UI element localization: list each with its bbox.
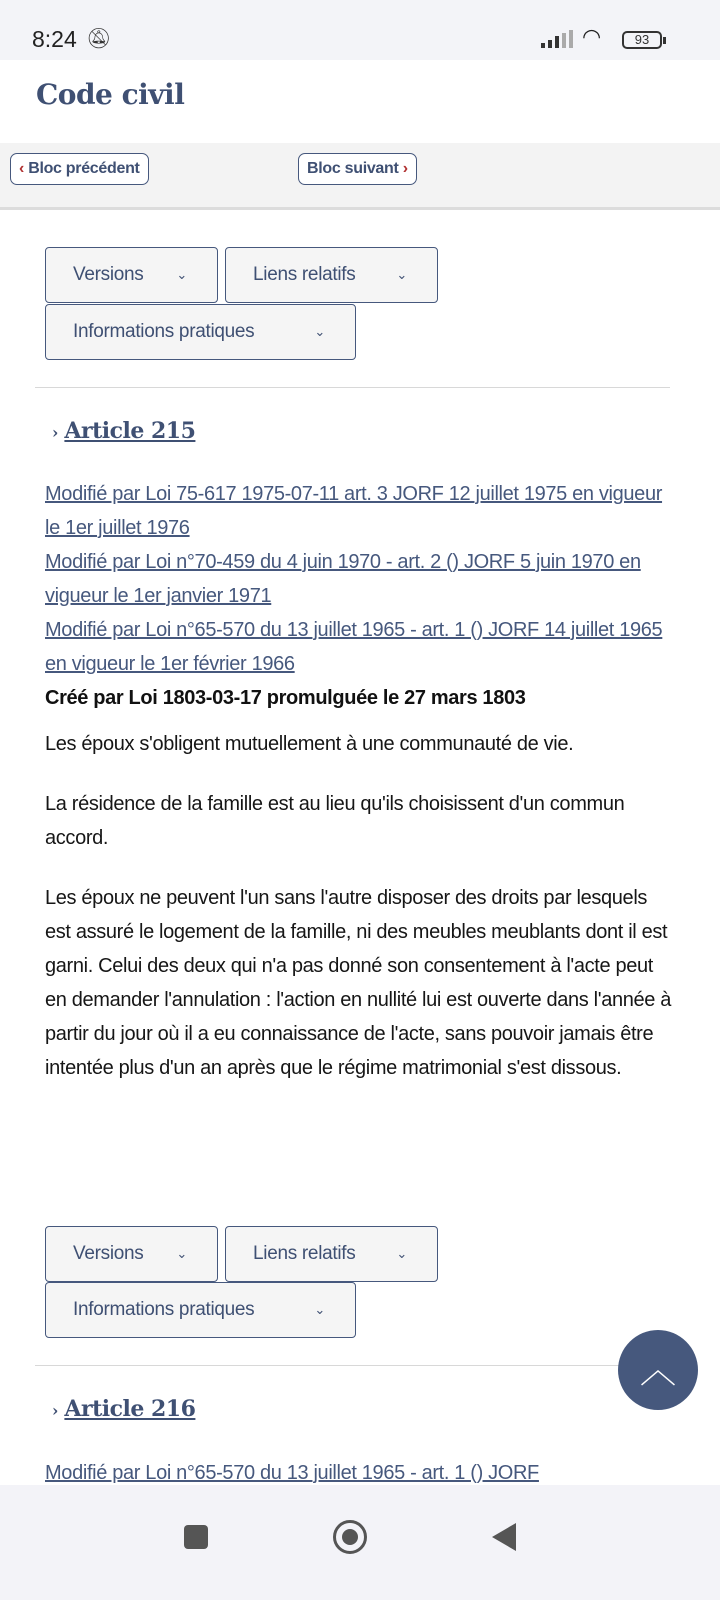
practical-info-label: Informations pratiques xyxy=(73,321,255,342)
page-title: Code civil xyxy=(36,78,185,111)
chevron-down-icon: ⌄ xyxy=(314,324,325,339)
next-block-button[interactable] xyxy=(298,153,417,185)
article-215-body xyxy=(45,477,675,1111)
back-icon[interactable] xyxy=(492,1523,516,1551)
practical-info-dropdown[interactable] xyxy=(45,1282,356,1338)
previous-block-label: Bloc précédent xyxy=(28,160,140,177)
system-nav-bar xyxy=(0,1485,720,1600)
modification-link[interactable]: Modifié par Loi 75-617 1975-07-11 art. 3 JORF 12 juillet 1975 en vigueur le 1er juillet 1976 xyxy=(45,483,663,539)
home-icon[interactable] xyxy=(333,1520,367,1554)
battery-icon: 93 xyxy=(622,31,662,49)
divider xyxy=(35,387,670,388)
related-links-dropdown[interactable] xyxy=(225,1226,438,1282)
versions-dropdown[interactable] xyxy=(45,1226,218,1282)
modification-link[interactable]: Modifié par Loi n°70-459 du 4 juin 1970 - art. 2 () JORF 5 juin 1970 en vigueur le 1er janvier 1971 xyxy=(45,551,641,607)
chevron-right-icon: › xyxy=(402,160,408,177)
related-links-label: Liens relatifs xyxy=(253,1243,356,1264)
chevron-down-icon: ⌄ xyxy=(176,1246,187,1261)
divider xyxy=(35,1365,670,1366)
versions-label: Versions xyxy=(73,264,144,285)
clock: 8:24 xyxy=(32,26,77,52)
chevron-up-icon: ︿ xyxy=(639,1349,676,1390)
related-links-dropdown[interactable] xyxy=(225,247,438,303)
app-header xyxy=(0,60,720,143)
chevron-down-icon: ⌄ xyxy=(396,1246,407,1261)
related-links-label: Liens relatifs xyxy=(253,264,356,285)
modification-link[interactable]: Modifié par Loi n°65-570 du 13 juillet 1965 - art. 1 () JORF 14 juillet 1965 en vigueur le 1er février 1966 xyxy=(45,619,663,675)
practical-info-dropdown[interactable] xyxy=(45,304,356,360)
bell-muted-icon: 🔕︎ xyxy=(86,28,112,50)
modification-link[interactable]: Modifié par Loi n°65-570 du 13 juillet 1965 - art. 1 () JORF xyxy=(45,1462,539,1484)
recents-icon[interactable] xyxy=(184,1525,208,1549)
practical-info-label: Informations pratiques xyxy=(73,1299,255,1320)
creation-note: Créé par Loi 1803-03-17 promulguée le 27 mars 1803 xyxy=(45,687,526,709)
article-paragraph: Les époux ne peuvent l'un sans l'autre disposer des droits par lesquels est assuré le logement de la famille, ni des meubles meublants dont il est garni. Celui des deux qui n'a pas donné son consentement à l'acte peut en demander l'annulation : l'action en nullité lui est ouverte dans l'année à partir du jour où il a eu connaissance de l'acte, sans pouvoir jamais être intentée plus d'un an après que le régime matrimonial s'est dissous. xyxy=(45,887,672,1079)
block-navigation xyxy=(0,143,720,210)
chevron-left-icon: ‹ xyxy=(19,160,25,177)
article-215-link[interactable]: Article 215 xyxy=(64,418,196,444)
chevron-down-icon: ⌄ xyxy=(396,267,407,282)
article-216-link[interactable]: Article 216 xyxy=(64,1396,196,1422)
signal-icon xyxy=(541,30,573,48)
chevron-right-icon: › xyxy=(52,423,59,442)
chevron-right-icon: › xyxy=(52,1401,59,1420)
chevron-down-icon: ⌄ xyxy=(314,1302,325,1317)
status-bar xyxy=(0,0,720,60)
scroll-to-top-button[interactable] xyxy=(618,1330,698,1410)
wifi-icon: ◠ xyxy=(582,24,602,49)
chevron-down-icon: ⌄ xyxy=(176,267,187,282)
versions-dropdown[interactable] xyxy=(45,247,218,303)
versions-label: Versions xyxy=(73,1243,144,1264)
previous-block-button[interactable] xyxy=(10,153,149,185)
next-block-label: Bloc suivant xyxy=(307,160,399,177)
article-paragraph: Les époux s'obligent mutuellement à une communauté de vie. xyxy=(45,733,574,755)
article-216-heading xyxy=(52,1396,195,1422)
article-paragraph: La résidence de la famille est au lieu qu'ils choisissent d'un commun accord. xyxy=(45,793,625,849)
article-215-heading xyxy=(52,418,195,444)
